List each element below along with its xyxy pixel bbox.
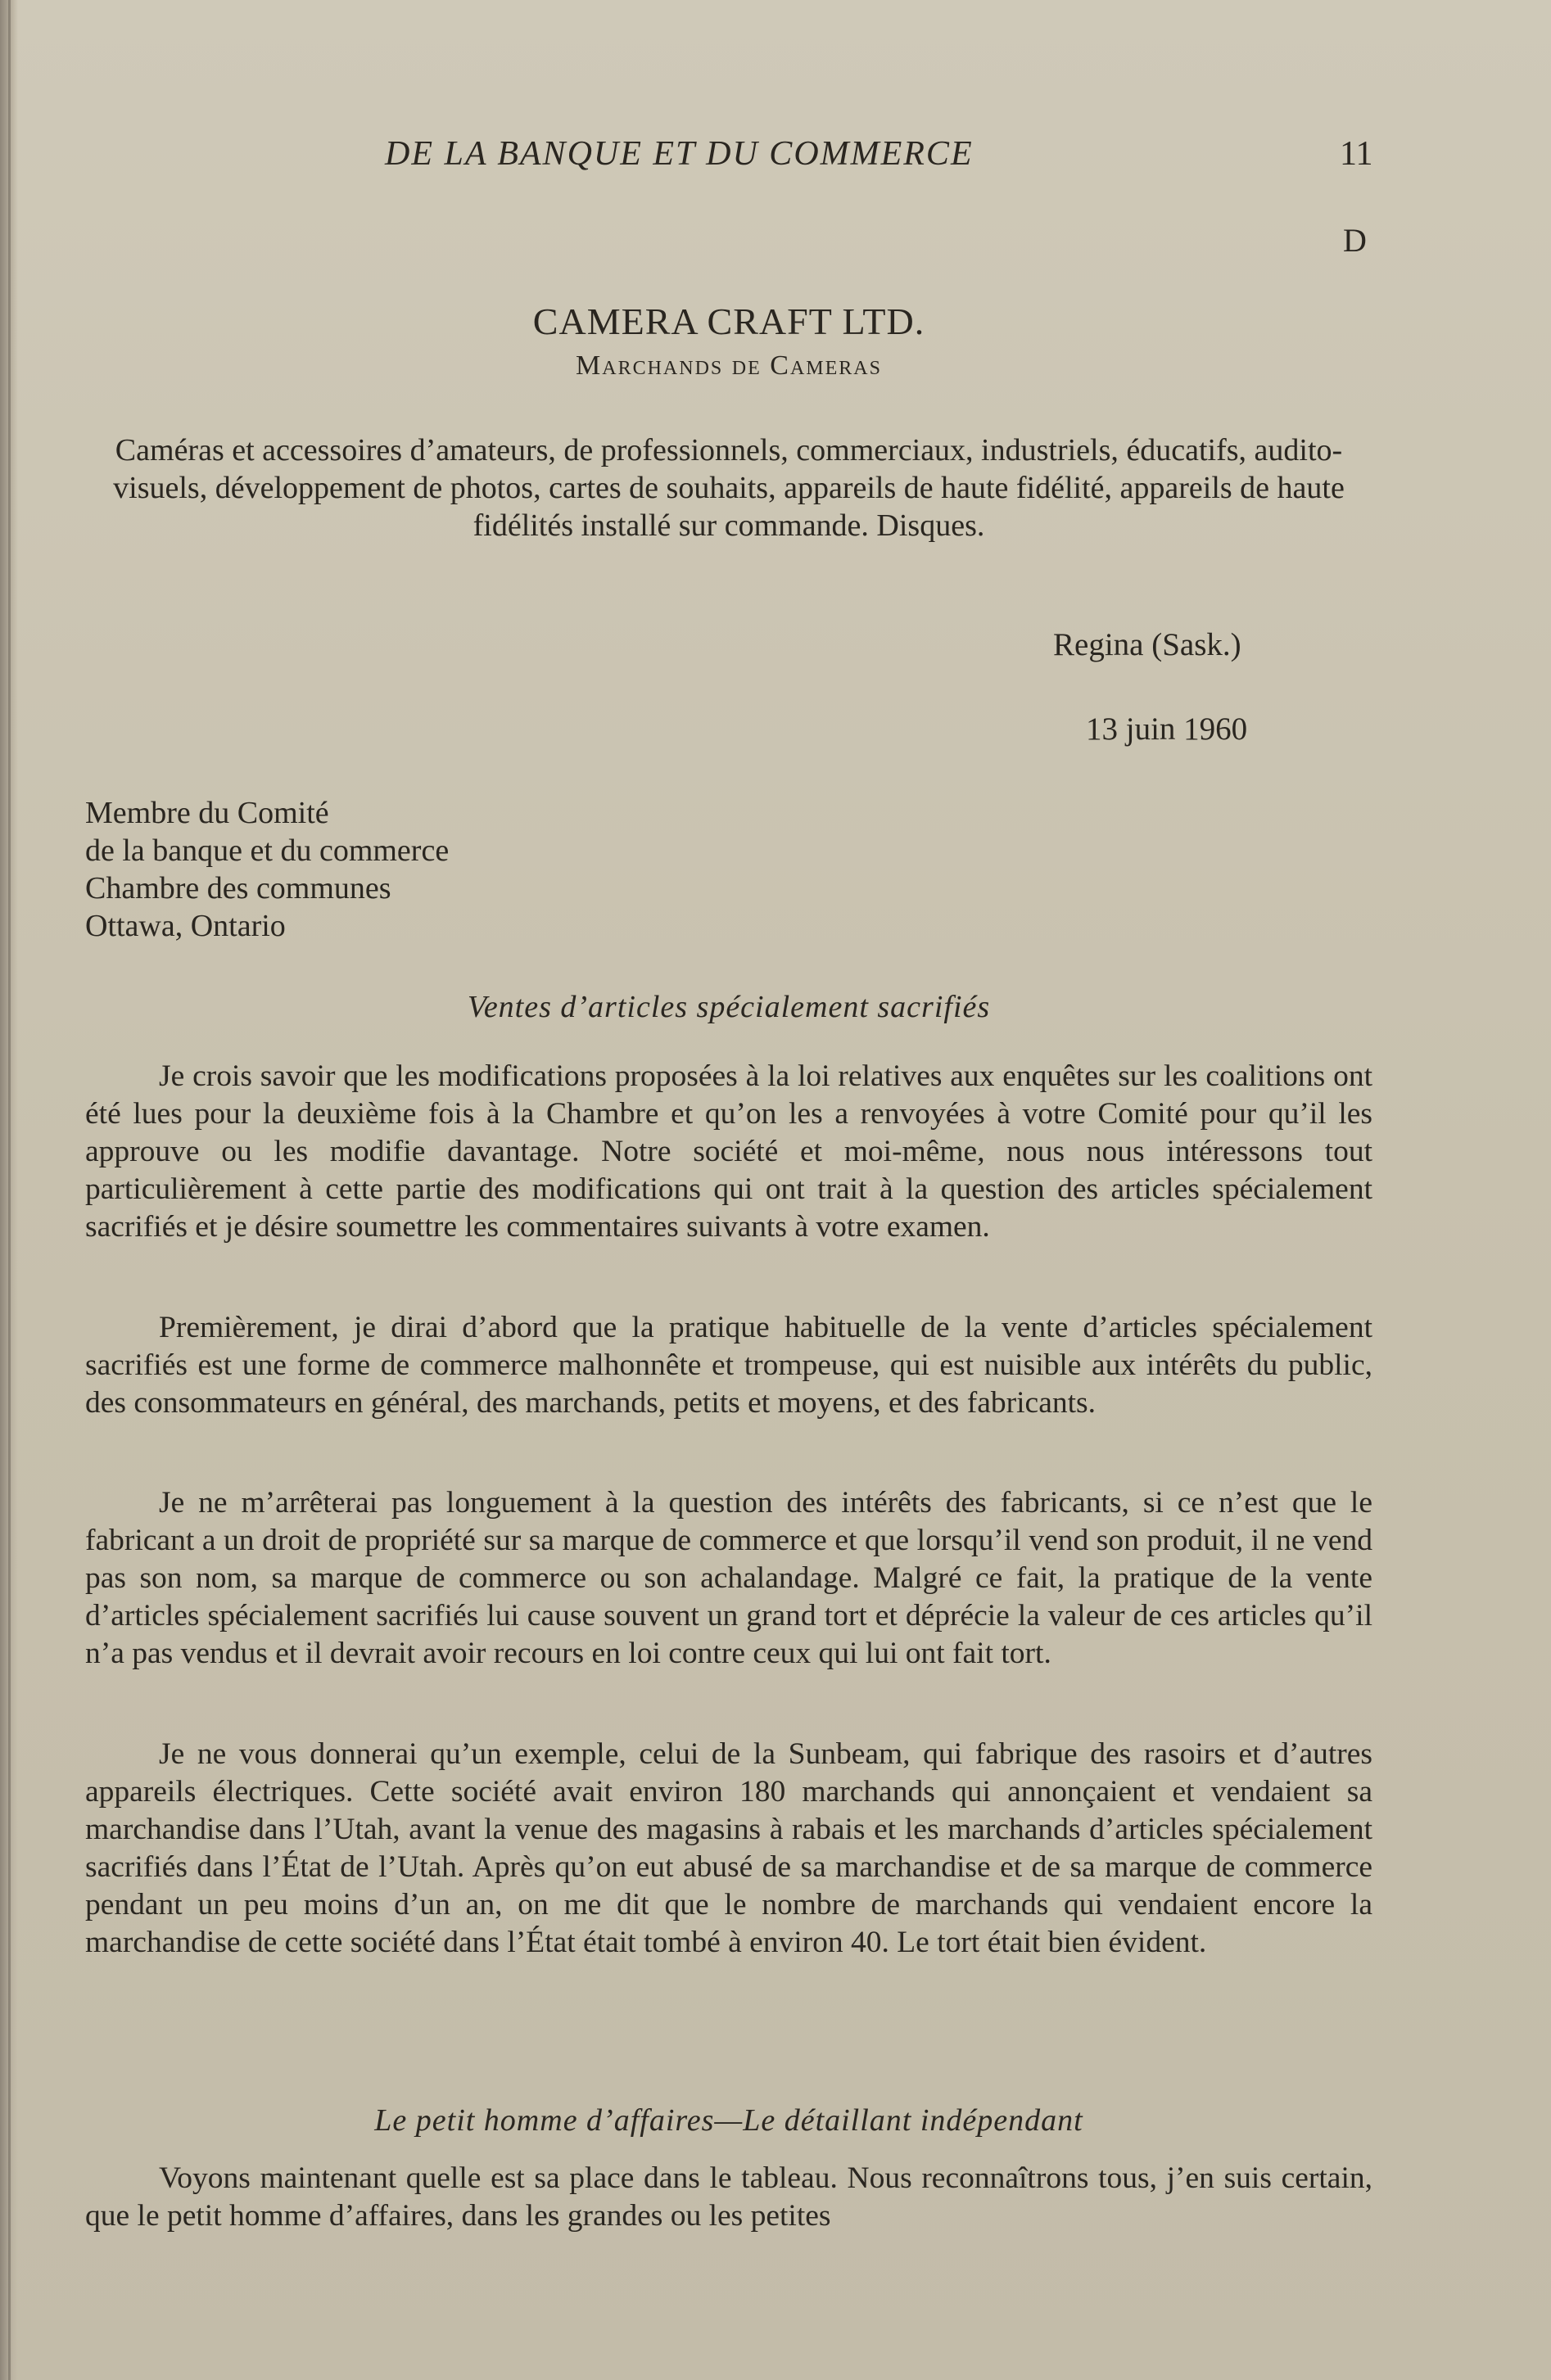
section-title: Ventes d’articles spécialement sacrifiés (467, 990, 991, 1024)
letter-city: Regina (Sask.) (1053, 627, 1241, 662)
body-paragraph: Je crois savoir que les modifications proposées à la loi relatives aux enquêtes sur les coalitions ont été lues pour la deuxième fois à la Chambre et qu’on les a renvoyées à votre Comité pour qu’il les approuve ou les modifie davantage. Notre société et moi-même, nous nous intéressons tout particulièrement à cette partie des modifications qui ont trait à la question des articles spécialement sacrifiés et je désire soumettre les commentaires suivants à votre examen. (85, 1059, 1372, 1244)
page-number: 11 (1340, 135, 1373, 173)
recipient-address (85, 794, 449, 945)
address-line: de la banque et du commerce (85, 833, 450, 868)
address-line: Ottawa, Ontario (85, 909, 286, 943)
body-paragraph: Je ne m’arrêterai pas longuement à la question des intérêts des fabricants, si ce n’est que le fabricant a un droit de propriété sur sa marque de commerce et que lorsqu’il vend son produit, il ne vend pas son nom, sa marque de commerce ou son achalandage. Malgré ce fait, la pratique de la vente d’articles spécialement sacrifiés lui cause souvent un grand tort et déprécie la valeur de ces articles qu’il n’a pas vendus et il devrait avoir recours en loi contre ceux qui lui ont fait tort. (85, 1486, 1372, 1670)
page-marker: D (1343, 222, 1367, 259)
address-line: Membre du Comité (85, 796, 329, 830)
letterhead-subtitle: Marchands de Cameras (576, 350, 882, 381)
address-line: Chambre des communes (85, 871, 391, 905)
body-paragraph: Voyons maintenant quelle est sa place dans le tableau. Nous reconnaîtrons tous, j’en suis certain, que le petit homme d’affaires, dans les grandes ou les petites (85, 2161, 1372, 2233)
body-paragraph: Je ne vous donnerai qu’un exemple, celui de la Sunbeam, qui fabrique des rasoirs et d’autres appareils électriques. Cette société avait environ 180 marchands qui annonçaient et vendaient sa marchandise dans l’Utah, avant la venue des magasins à rabais et les marchands d’articles spécialement sacrifiés dans l’État de l’Utah. Après qu’on eut abusé de sa marchandise et de sa marque de commerce pendant un peu moins d’un an, on me dit que le nombre de marchands qui vendaient encore la marchandise de cette société dans l’État était tombé à environ 40. Le tort était bien évident. (85, 1737, 1372, 1959)
book-spine-edge (8, 0, 11, 2380)
body-paragraph: Premièrement, je dirai d’abord que la pratique habituelle de la vente d’articles spécialement sacrifiés est une forme de commerce malhonnête et trompeuse, qui est nuisible aux intérêts du public, des consommateurs en général, des marchands, petits et moyens, et des fabricants. (85, 1311, 1372, 1420)
letter-date: 13 juin 1960 (1086, 711, 1248, 747)
section-title: Le petit homme d’affaires—Le détaillant indépendant (374, 2103, 1083, 2138)
letterhead-description: Caméras et accessoires d’amateurs, de professionnels, commerciaux, industriels, éducatifs, audito-visuels, développement de photos, cartes de souhaits, appareils de haute fidélité, appareils de haute fidélités installé sur commande. Disques. (113, 433, 1345, 543)
running-head: DE LA BANQUE ET DU COMMERCE (385, 135, 974, 173)
letterhead-company: CAMERA CRAFT LTD. (532, 300, 925, 342)
